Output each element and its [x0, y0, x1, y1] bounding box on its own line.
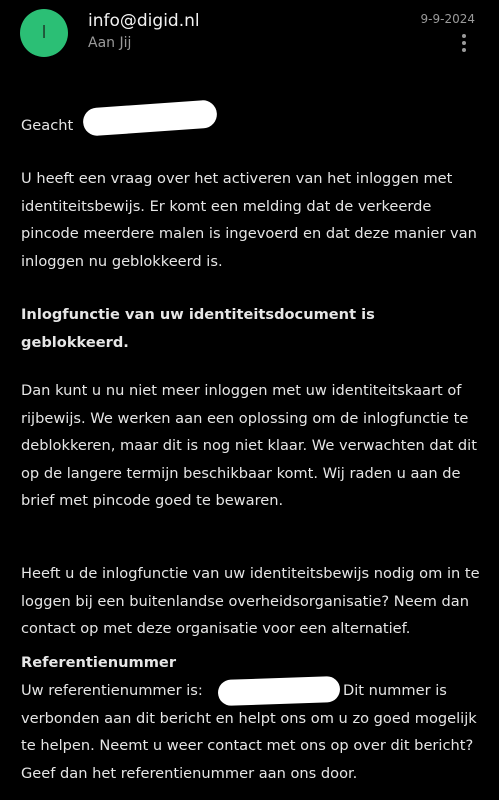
paragraph-activation: U heeft een vraag over het activeren van het inloggen met identiteitsbewijs. Er komt een melding dat de verkeerde pincode meerdere malen is ingevoerd en dat deze manier van inloggen nu geblokkeerd is. — [21, 170, 477, 270]
reference-text: Dit nummer is verbonden aan dit bericht en helpt ons om u zo goed mogelijk te helpen. Neemt u weer contact met ons op over dit bericht? Geef dan het referentienummer aan ons door. — [21, 682, 477, 782]
heading-reference: Referentienummer — [21, 654, 177, 671]
sender-address[interactable]: info@digid.nl — [88, 11, 200, 31]
recipient-label[interactable]: Aan Jij — [88, 35, 132, 51]
paragraph-blocked: Dan kunt u nu niet meer inloggen met uw identiteitskaart of rijbewijs. We werken aan een oplossing om de inlogfunctie te deblokkeren, maar dit is nog niet klaar. We verwachten dat dit op de langere termijn beschikbaar komt. Wij raden u aan de brief met pincode goed te bewaren. — [21, 382, 477, 509]
paragraph-foreign: Heeft u de inlogfunctie van uw identiteitsbewijs nodig om in te loggen bij een buitenlandse overheidsorganisatie? Neem dan contact op met deze organisatie voor een alternatief. — [21, 565, 480, 637]
greeting: Geacht — [21, 117, 74, 134]
heading-blocked: Inlogfunctie van uw identiteitsdocument is geblokkeerd. — [21, 306, 375, 351]
reference-prefix: Uw referentienummer is: — [21, 682, 203, 699]
email-date: 9-9-2024 — [420, 12, 475, 26]
more-options-icon[interactable] — [459, 33, 469, 55]
email-header — [0, 0, 499, 80]
sender-avatar[interactable]: I — [20, 9, 68, 57]
